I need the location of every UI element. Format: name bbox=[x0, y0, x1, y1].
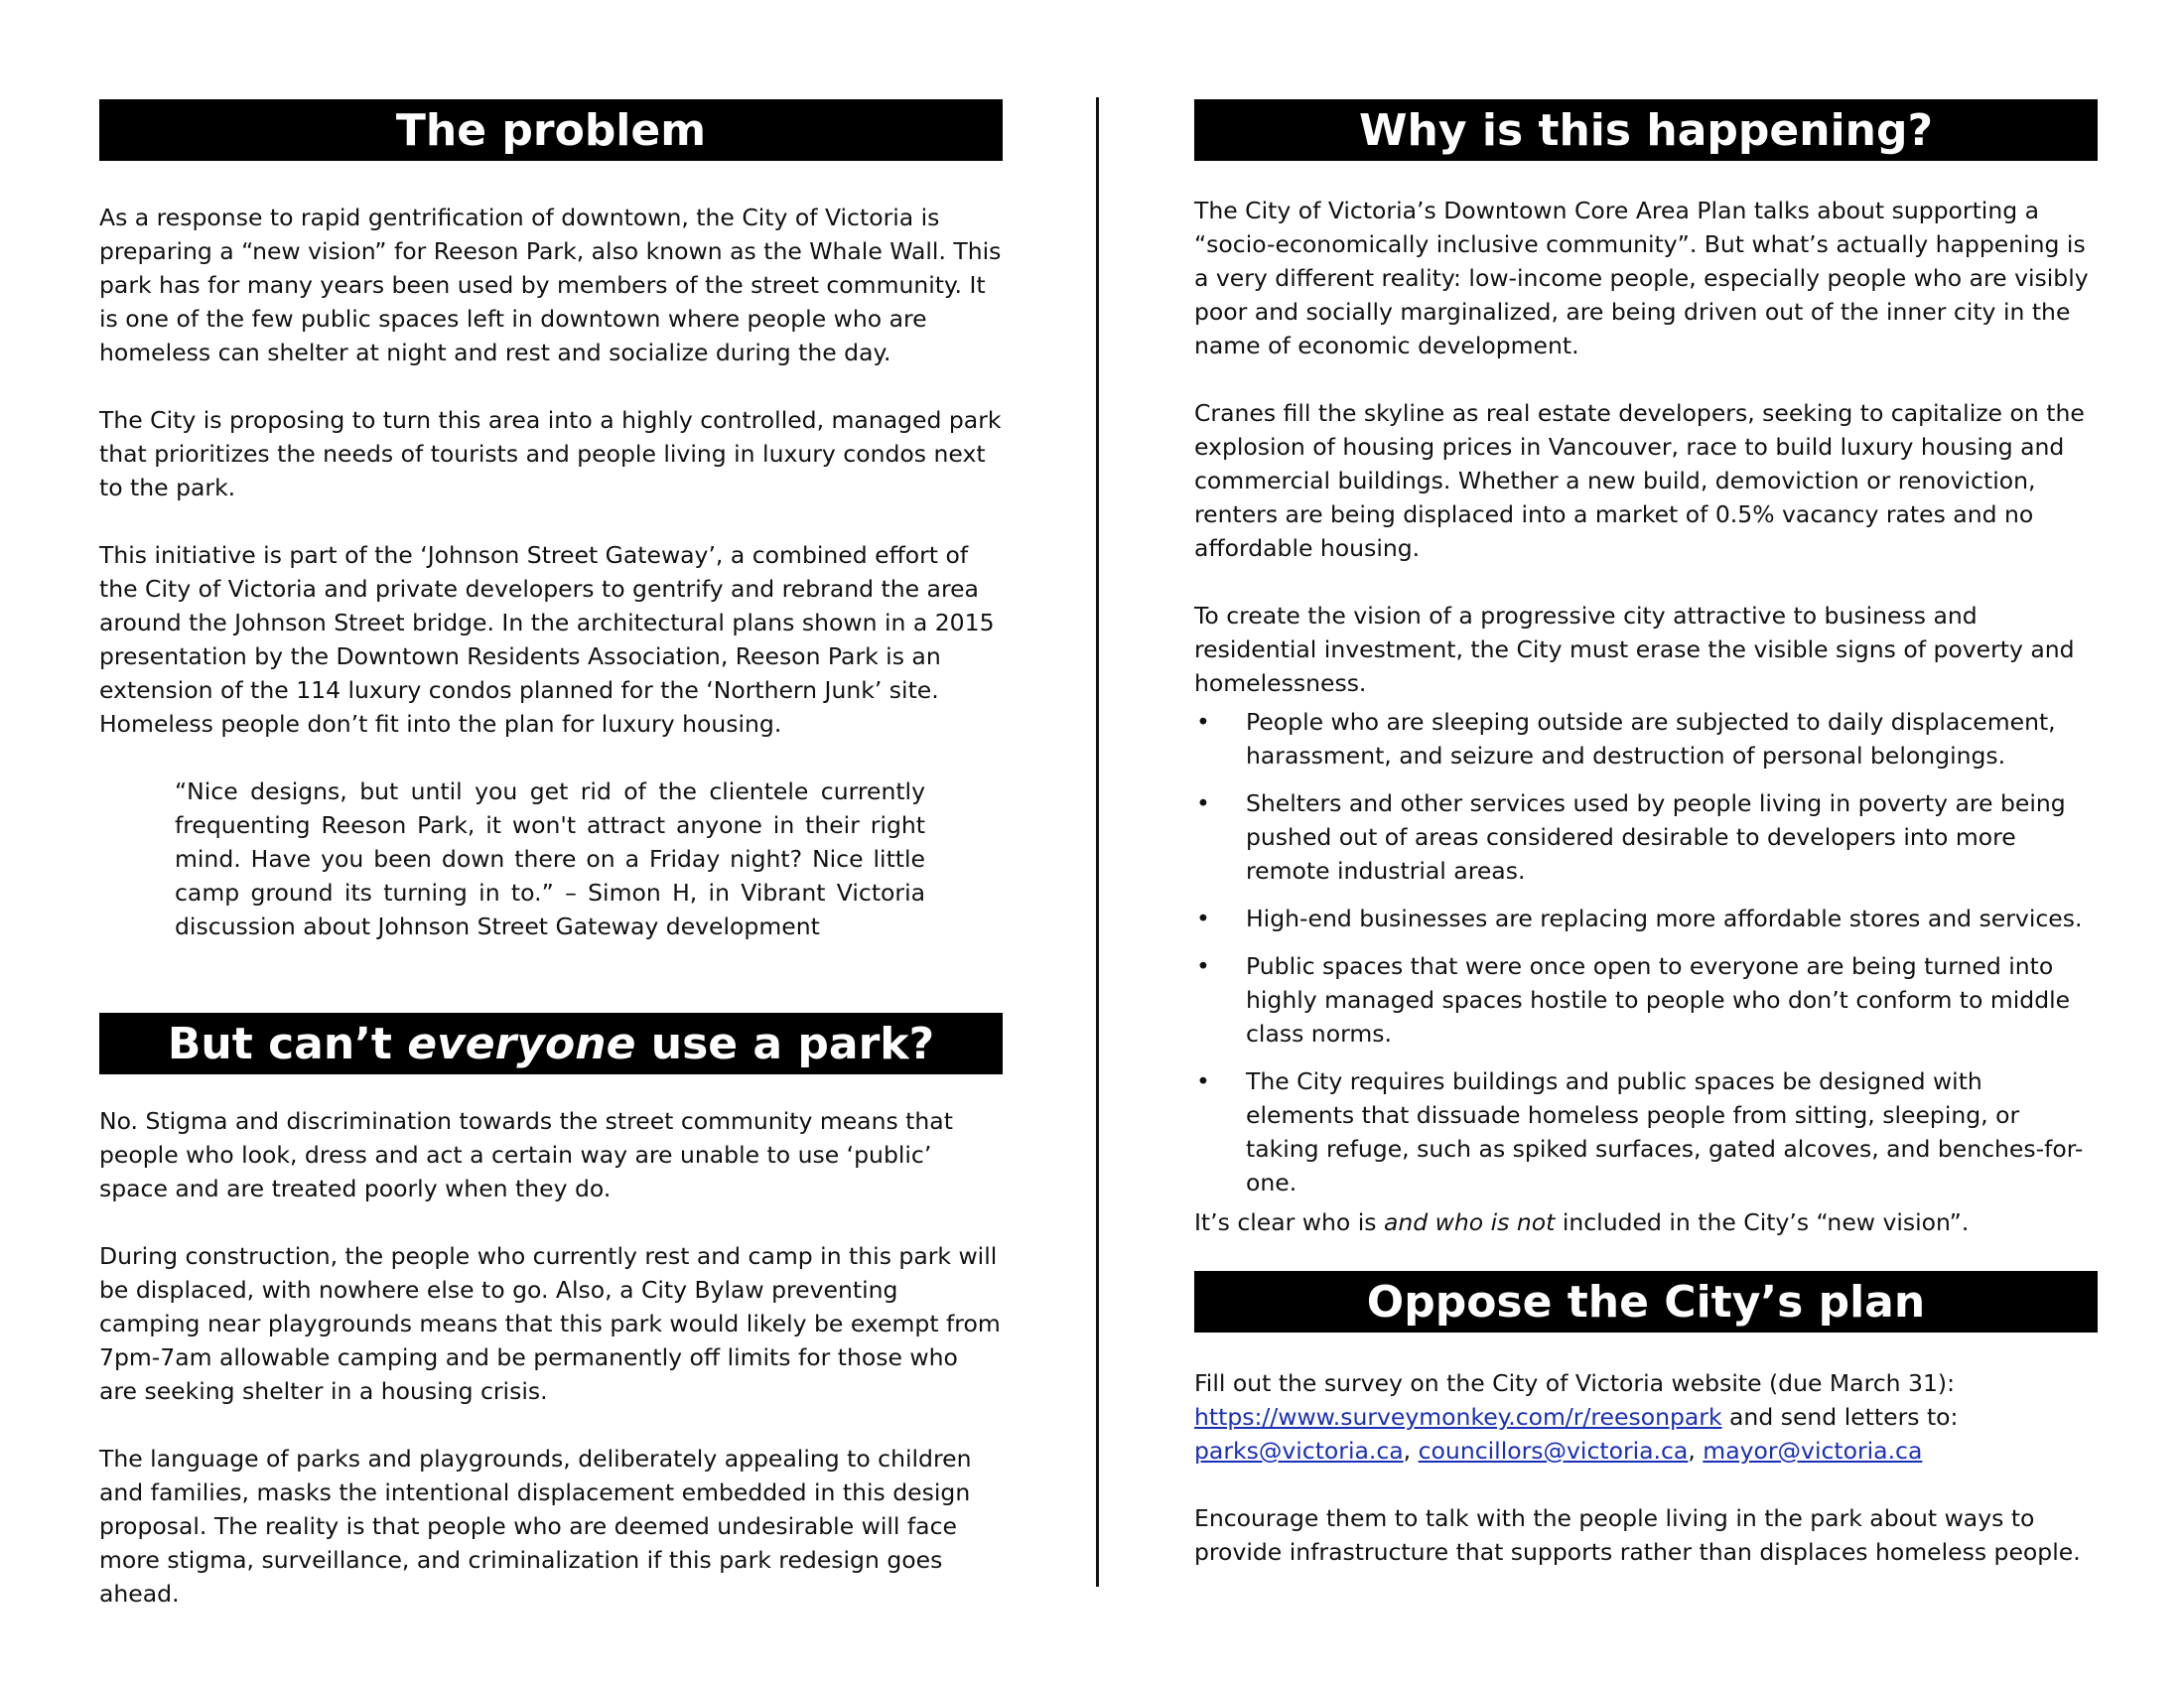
bullet-text: High-end businesses are replacing more affordable stores and services. bbox=[1246, 905, 2083, 932]
oppose-paragraph-2: Encourage them to talk with the people living in the park about ways to provide infrastructure that supports rather than displaces homeless people. bbox=[1194, 1504, 2081, 1566]
heading-text: Oppose the City’s plan bbox=[1366, 1276, 1926, 1328]
section-heading-why bbox=[1194, 99, 2098, 161]
section-heading-the-problem bbox=[99, 99, 1003, 161]
bullet-icon: • bbox=[1196, 1067, 1210, 1095]
problem-paragraph-1: As a response to rapid gentrification of downtown, the City of Victoria is preparing a “new vision” for Reeson Park, also known as the Whale Wall. This park has for many years been used by members of the street community. It is one of the few public spaces left in downtown where people who are homeless can shelter at night and rest and socialize during the day. bbox=[99, 204, 1002, 366]
why-paragraph-1: The City of Victoria’s Downtown Core Area Plan talks about supporting a “socio-economically inclusive community”. But what’s actually happening is a very different reality: low-income people, especially people who are visibly poor and socially marginalized, are being driven out of the inner city in the name of economic development. bbox=[1194, 197, 2089, 359]
problem-paragraph-2: The City is proposing to turn this area into a highly controlled, managed park that prioritizes the needs of tourists and people living in luxury condos next to the park. bbox=[99, 406, 1002, 501]
list-item bbox=[1194, 705, 2098, 773]
why-paragraph-2: Cranes fill the skyline as real estate developers, seeking to capitalize on the explosion of housing prices in Vancouver, race to build luxury housing and commercial buildings. Whether a new build, demoviction or renoviction, renters are being displaced into a market of 0.5% vacancy rates and no affordable housing. bbox=[1194, 399, 2085, 562]
email-link-parks[interactable]: parks@victoria.ca bbox=[1194, 1437, 1404, 1465]
send-letters-text: and send letters to: bbox=[1721, 1403, 1959, 1431]
heading-text-post: use a park? bbox=[635, 1018, 935, 1069]
heading-text: Why is this happening? bbox=[1359, 104, 1933, 156]
email-link-councillors[interactable]: councillors@victoria.ca bbox=[1418, 1437, 1689, 1465]
heading-text-pre: But can’t bbox=[167, 1018, 408, 1069]
resident-quote: “Nice designs, but until you get rid of the clientele currently frequenting Reeson Park, it won't attract anyone in their right mind. Have you been down there on a Friday night? Nice little camp ground its turning in to.” – Simon H, in Vibrant Victoria discussion about Johnson Street Gateway development bbox=[175, 777, 925, 940]
bullet-text: Shelters and other services used by people living in poverty are being pushed out of areas considered desirable to developers into more remote industrial areas. bbox=[1246, 789, 2066, 885]
list-item bbox=[1194, 1064, 2098, 1199]
heading-text: The problem bbox=[395, 104, 707, 156]
bullet-icon: • bbox=[1196, 708, 1210, 736]
column-divider bbox=[1096, 97, 1099, 1587]
closing-emphasis: and who is not bbox=[1383, 1208, 1556, 1236]
list-item bbox=[1194, 902, 2098, 935]
closing-statement bbox=[1194, 1205, 2098, 1239]
separator: , bbox=[1403, 1437, 1419, 1465]
problem-paragraph-3: This initiative is part of the ‘Johnson Street Gateway’, a combined effort of the City of Victoria and private developers to gentrify and rebrand the area around the Johnson Street bridge. In the architectural plans shown in a 2015 presentation by the Downtown Residents Association, Reeson Park is an extension of the 114 luxury condos planned for the ‘Northern Junk’ site. Homeless people don’t fit into the plan for luxury housing. bbox=[99, 541, 995, 738]
oppose-paragraph-1 bbox=[1194, 1366, 2098, 1468]
bullet-list bbox=[1194, 705, 2098, 1213]
heading-text-emphasis: everyone bbox=[407, 1018, 636, 1069]
separator: , bbox=[1688, 1437, 1704, 1465]
bullet-icon: • bbox=[1196, 905, 1210, 932]
bullet-icon: • bbox=[1196, 952, 1210, 980]
why-paragraph-3: To create the vision of a progressive city attractive to business and residential investment, the City must erase the visible signs of poverty and homelessness. bbox=[1194, 602, 2075, 697]
bullet-text: Public spaces that were once open to everyone are being turned into highly managed spaces hostile to people who don’t conform to middle class norms. bbox=[1246, 952, 2071, 1048]
section-heading-oppose bbox=[1194, 1271, 2098, 1333]
everyone-paragraph-2: During construction, the people who currently rest and camp in this park will be displaced, with nowhere else to go. Also, a City Bylaw preventing camping near playgrounds means that this park would likely be exempt from 7pm-7am allowable camping and be permanently off limits for those who are seeking shelter in a housing crisis. bbox=[99, 1242, 1001, 1405]
bullet-text: People who are sleeping outside are subjected to daily displacement, harassment, and seizure and destruction of personal belongings. bbox=[1246, 708, 2056, 770]
everyone-paragraph-3: The language of parks and playgrounds, deliberately appealing to children and families, masks the intentional displacement embedded in this design proposal. The reality is that people who are deemed undesirable will face more stigma, surveillance, and criminalization if this park redesign goes ahead. bbox=[99, 1445, 972, 1608]
list-item bbox=[1194, 949, 2098, 1051]
bullet-icon: • bbox=[1196, 789, 1210, 817]
closing-post: included in the City’s “new vision”. bbox=[1555, 1208, 1970, 1236]
everyone-paragraph-1: No. Stigma and discrimination towards the street community means that people who look, dress and act a certain way are unable to use ‘public’ space and are treated poorly when they do. bbox=[99, 1107, 953, 1202]
email-link-mayor[interactable]: mayor@victoria.ca bbox=[1703, 1437, 1923, 1465]
list-item bbox=[1194, 786, 2098, 888]
closing-pre: It’s clear who is bbox=[1194, 1208, 1384, 1236]
section-heading-everyone bbox=[99, 1013, 1003, 1074]
survey-link[interactable]: https://www.surveymonkey.com/r/reesonpark bbox=[1194, 1403, 1722, 1431]
bullet-text: The City requires buildings and public spaces be designed with elements that dissuade homeless people from sitting, sleeping, or taking refuge, such as spiked surfaces, gated alcoves, and benches-for-one. bbox=[1246, 1067, 2084, 1196]
survey-instruction: Fill out the survey on the City of Victoria website (due March 31): bbox=[1194, 1369, 1955, 1397]
